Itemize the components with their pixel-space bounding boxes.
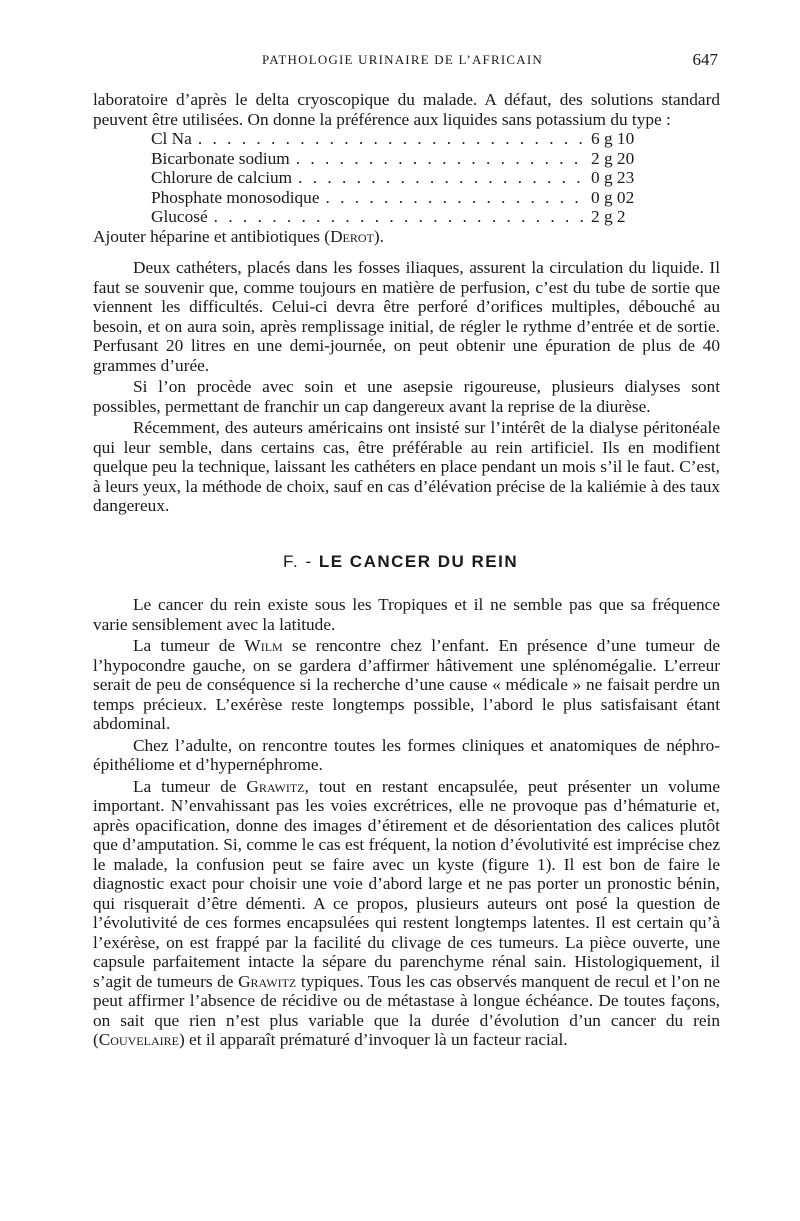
body-text: [93, 90, 720, 1050]
heparine-text: Ajouter héparine et antibiotiques (: [93, 226, 331, 246]
dot-leader: [296, 149, 585, 169]
formula-row: [151, 129, 655, 149]
formula-row: [151, 188, 655, 208]
author-name: Derot: [330, 226, 374, 246]
author-name: Grawitz: [238, 971, 297, 991]
dot-leader: [214, 207, 585, 227]
latitude-paragraph: Le cancer du rein existe sous les Tropiques et il ne semble pas que sa fréquence varie sensiblement avec la latitude.: [93, 595, 720, 634]
wilm-start: La tumeur de: [133, 636, 245, 655]
author-name: Grawitz: [246, 776, 305, 796]
dot-leader: [325, 188, 585, 208]
author-name: Couvelaire: [98, 1030, 179, 1049]
formula-ingredient: Chlorure de calcium: [151, 168, 293, 187]
dot-leader: [298, 168, 585, 188]
formula-ingredient: Bicarbonate sodium: [151, 148, 290, 168]
heparine-line: [93, 227, 720, 247]
formula-row: [151, 149, 655, 169]
section-heading: [283, 552, 720, 572]
dialyses-paragraph: Si l’on procède avec soin et une asepsie rigoureuse, plusieurs dialyses sont possibles, permettant de franchir un cap dangereux avant la reprise de la diurèse.: [93, 377, 720, 416]
section-title: LE CANCER DU REIN: [318, 551, 519, 571]
formula-ingredient: Glucosé: [151, 207, 208, 226]
grawitz-paragraph: [93, 777, 720, 1050]
formula-quantity: 0 g 02: [591, 187, 635, 207]
page-number: 647: [692, 50, 718, 69]
formula-list: [151, 129, 655, 227]
formula-quantity: 6 g 10: [591, 129, 635, 148]
formula-ingredient: Cl Na: [151, 129, 192, 148]
author-name: Wilm: [244, 636, 283, 655]
grawitz-part1: , tout en restant encapsulée, peut présenter un volume important. N’envahissant pas les voies excrétrices, elle ne provoque pas d’hématurie et, après opacification, donne des images d’étirement et de désorientation des calices plutôt que d’amputation. Si, comme le cas est fréquent, la notion d’évolutivité est imprécise chez le malade, la confusion peut se faire avec un kyste (figure 1). Il est bon de faire le diagnostic exact pour choisir une voie d’abord large et ne pas porter un pronostic bénin, qui risquerait d’être démenti. A ce propos, plusieurs auteurs ont posé la question de l’évolutivité de ces formes encapsulées qui restent longtemps latentes. Il est certain qu’à l’exérèse, on est frappé par la facilité du clivage de ces tumeurs. La pièce ouverte, une capsule parfaitement intacte la sépare du parenchyme rénal sain. Histologiquement, il s’agit de tumeurs de: [93, 776, 720, 991]
intro-paragraph: laboratoire d’après le delta cryoscopique du malade. A défaut, des solutions standard peuvent être utilisées. On donne la préférence aux liquides sans potassium du type :: [93, 90, 720, 129]
grawitz-part2: typiques. Tous les cas observés manquent de recul et l’on ne peut affirmer l’absence de récidive ou de métastase à longue échéance. De toutes façons, on sait que rien n’est plus variable que la durée d’évolution d’un cancer du rein (: [93, 971, 720, 1049]
heparine-end: ).: [373, 226, 384, 246]
formula-row: [151, 168, 655, 188]
dot-leader: [198, 129, 585, 149]
catheter-paragraph: Deux cathéters, placés dans les fosses iliaques, assurent la circulation du liquide. Il faut se souvenir que, comme toujours en matière de perfusion, c’est du tube de sortie que viennent les difficultés. Celui-ci devra être perforé d’orifices multiples, débouché au besoin, et on aura soin, après remplissage initial, de régler le rythme d’entrée et de sortie. Perfusant 20 litres en une demi-journée, on peut obtenir une épuration de plus de 40 grammes d’urée.: [93, 258, 720, 375]
running-title: PATHOLOGIE URINAIRE DE L’AFRICAIN: [262, 52, 543, 67]
dialyse-peritoneale-paragraph: Récemment, des auteurs américains ont insisté sur l’intérêt de la dialyse péritonéale qui leur semble, dans certains cas, être préférable au rein artificiel. Ils en modifient quelque peu la technique, laissant les cathéters en place pendant un mois s’il le faut. C’est, à leurs yeux, la méthode de choix, sauf en cas d’élévation précise de la kaliémie à des taux dangereux.: [93, 418, 720, 515]
formula-quantity: 2 g 2: [591, 207, 626, 226]
grawitz-start: La tumeur de: [133, 776, 247, 796]
grawitz-part3: ) et il apparaît prématuré d’invoquer là un facteur racial.: [178, 1030, 568, 1049]
adulte-paragraph: Chez l’adulte, on rencontre toutes les formes cliniques et anatomiques de néphro-épithéliome et d’hypernéphrome.: [93, 735, 720, 774]
wilm-rest: se rencontre chez l’enfant. En présence d’une tumeur de l’hypocondre gauche, on se gardera d’affirmer hâtivement une splénomégalie. L’erreur serait de peu de conséquence si la recherche d’une cause « médicale » ne faisait perdre un temps précieux. L’exérèse reste longtemps possible, l’abord le plus satisfaisant étant abdominal.: [93, 636, 720, 733]
section-letter: F. -: [283, 551, 313, 571]
formula-ingredient: Phosphate monosodique: [151, 187, 320, 207]
formula-row: [151, 207, 655, 227]
wilm-paragraph: [93, 636, 720, 734]
formula-quantity: 2 g 20: [591, 148, 635, 168]
formula-quantity: 0 g 23: [591, 168, 635, 187]
